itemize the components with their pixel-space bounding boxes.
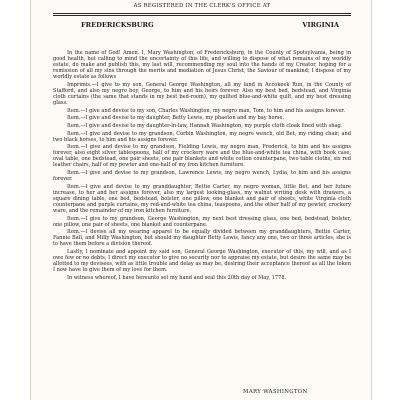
paragraph-item: Item.—I give and devise to my daughter-in-law, Hannah Washington, my purple cloth cloak lined with shag.: [67, 122, 343, 129]
paragraph-item: Item.—I devise all my wearing apparel to be equally divided between my granddaughters, Bettie Carter, Fannie Ball, and Milly Washington, but should my daughter Betty Lewis, fancy any one, two or three articles, she is to have them before a division thereof.: [53, 229, 351, 248]
will-document-page: [30, 0, 372, 400]
paragraph-item: Item.—I give and devise to my grandson, Fielding Lewis, my negro man, Frederick, to him and his assigns forever, also eight silver tablespoons, half of my crockery ware and the blue-and-white tea china, with book case, oval table, one bedstead, one pair sheets, one pair blankets and white cotton counterpane, two table cloths, six red leather chairs, half of my pewter and one-half of my iron kitchen furniture.: [53, 144, 351, 169]
paragraph-item: Item.—I give and devise to my grandson, Lawrence Lewis, my negro wench, Lydia, to him and his assigns forever.: [53, 170, 351, 183]
registration-heading: AS REGISTERED IN THE CLERK'S OFFICE AT: [133, 3, 271, 9]
will-body: [53, 50, 351, 282]
paragraph-preamble: In the name of God! Amen. I, Mary Washington, of Fredericksburg, in the County of Spotsylvania, being in good health, but calling to mind the uncertainty of this life, and willing to dispose of what remains of my worldly estate, do make and publish this, my last will, recommending my soul into the hands of my Creator, hoping for a remission of all my sins through the merits and mediation of Jesus Christ, the Saviour of mankind; I dispose of my worldly estate as follows: [53, 50, 351, 81]
city-name: FREDERICKSBURG: [81, 21, 154, 29]
document-content: [53, 0, 351, 400]
state-name: VIRGINIA: [302, 21, 339, 29]
paragraph-item: Item.—I give and devise to my son, Charles Washington, my negro man, Tom, to him and his assigns forever.: [67, 107, 346, 114]
paragraph-item: Item.—I give to my grandson, George Washington, my next best dressing glass, one bed, bedstead, bolster, one pillow, one pair of sheets, one blanket and counterpane.: [53, 215, 351, 228]
paragraph-item: Item.—I give and devise to my grandson, Corbin Washington, my negro wench, old Bet, my riding chair, and two black horses, to him and his assigns forever.: [53, 130, 351, 143]
header-rule-bottom: [53, 15, 351, 16]
header-rule-top: [53, 13, 351, 14]
paragraph-witness: In witness whereof, I have hereunto set my hand and seal this 20th day of May, 1778.: [67, 274, 287, 281]
signature-line: MARY WASHINGTON: [243, 389, 308, 395]
paragraph-imprimis: Imprimis.—I give to my son, General George Washington, all my land in Accokeek Run, in the County of Stafford, and also my negro boy, George, to him and his heirs forever. Also my best bed, bedstead, and Virginia cloth curtains (the same that stands in my best bed-room), my quilted blue-and-white quilt, and my best dressing glass.: [53, 81, 351, 106]
paragraph-executor: Lastly, I nominate and appoint my said son, General George Washington, executor of this, my will, and as I owe few or no debts, I direct my executor to give no security nor to appraise my estate, but desire the same may be allotted to my devisees, with as little trouble and delay as may be, desiring their acceptance thereof as all the token I now have to give them of my love for them.: [53, 248, 351, 274]
paragraph-item: Item.—I give and devise to my granddaughter, Bettie Carter, my negro woman, little Bet, and her future increase, to her and her assigns forever, also my largest looking-glass, my walnut writing desk with drawers, a square dining table, one bed, bedstead, bolster, one pillow, one blanket and pair of sheets, white Virginia cloth counterpane and purple curtains, my red-and-white tea china, teaspoons, and the other half of my pewter, crockery ware, and the remainder of my iron kitchen furniture.: [53, 183, 351, 214]
paragraph-item: Item.—I give and devise to my daughter, Betty Lewis, my phaeton and my bay horse.: [67, 115, 285, 122]
